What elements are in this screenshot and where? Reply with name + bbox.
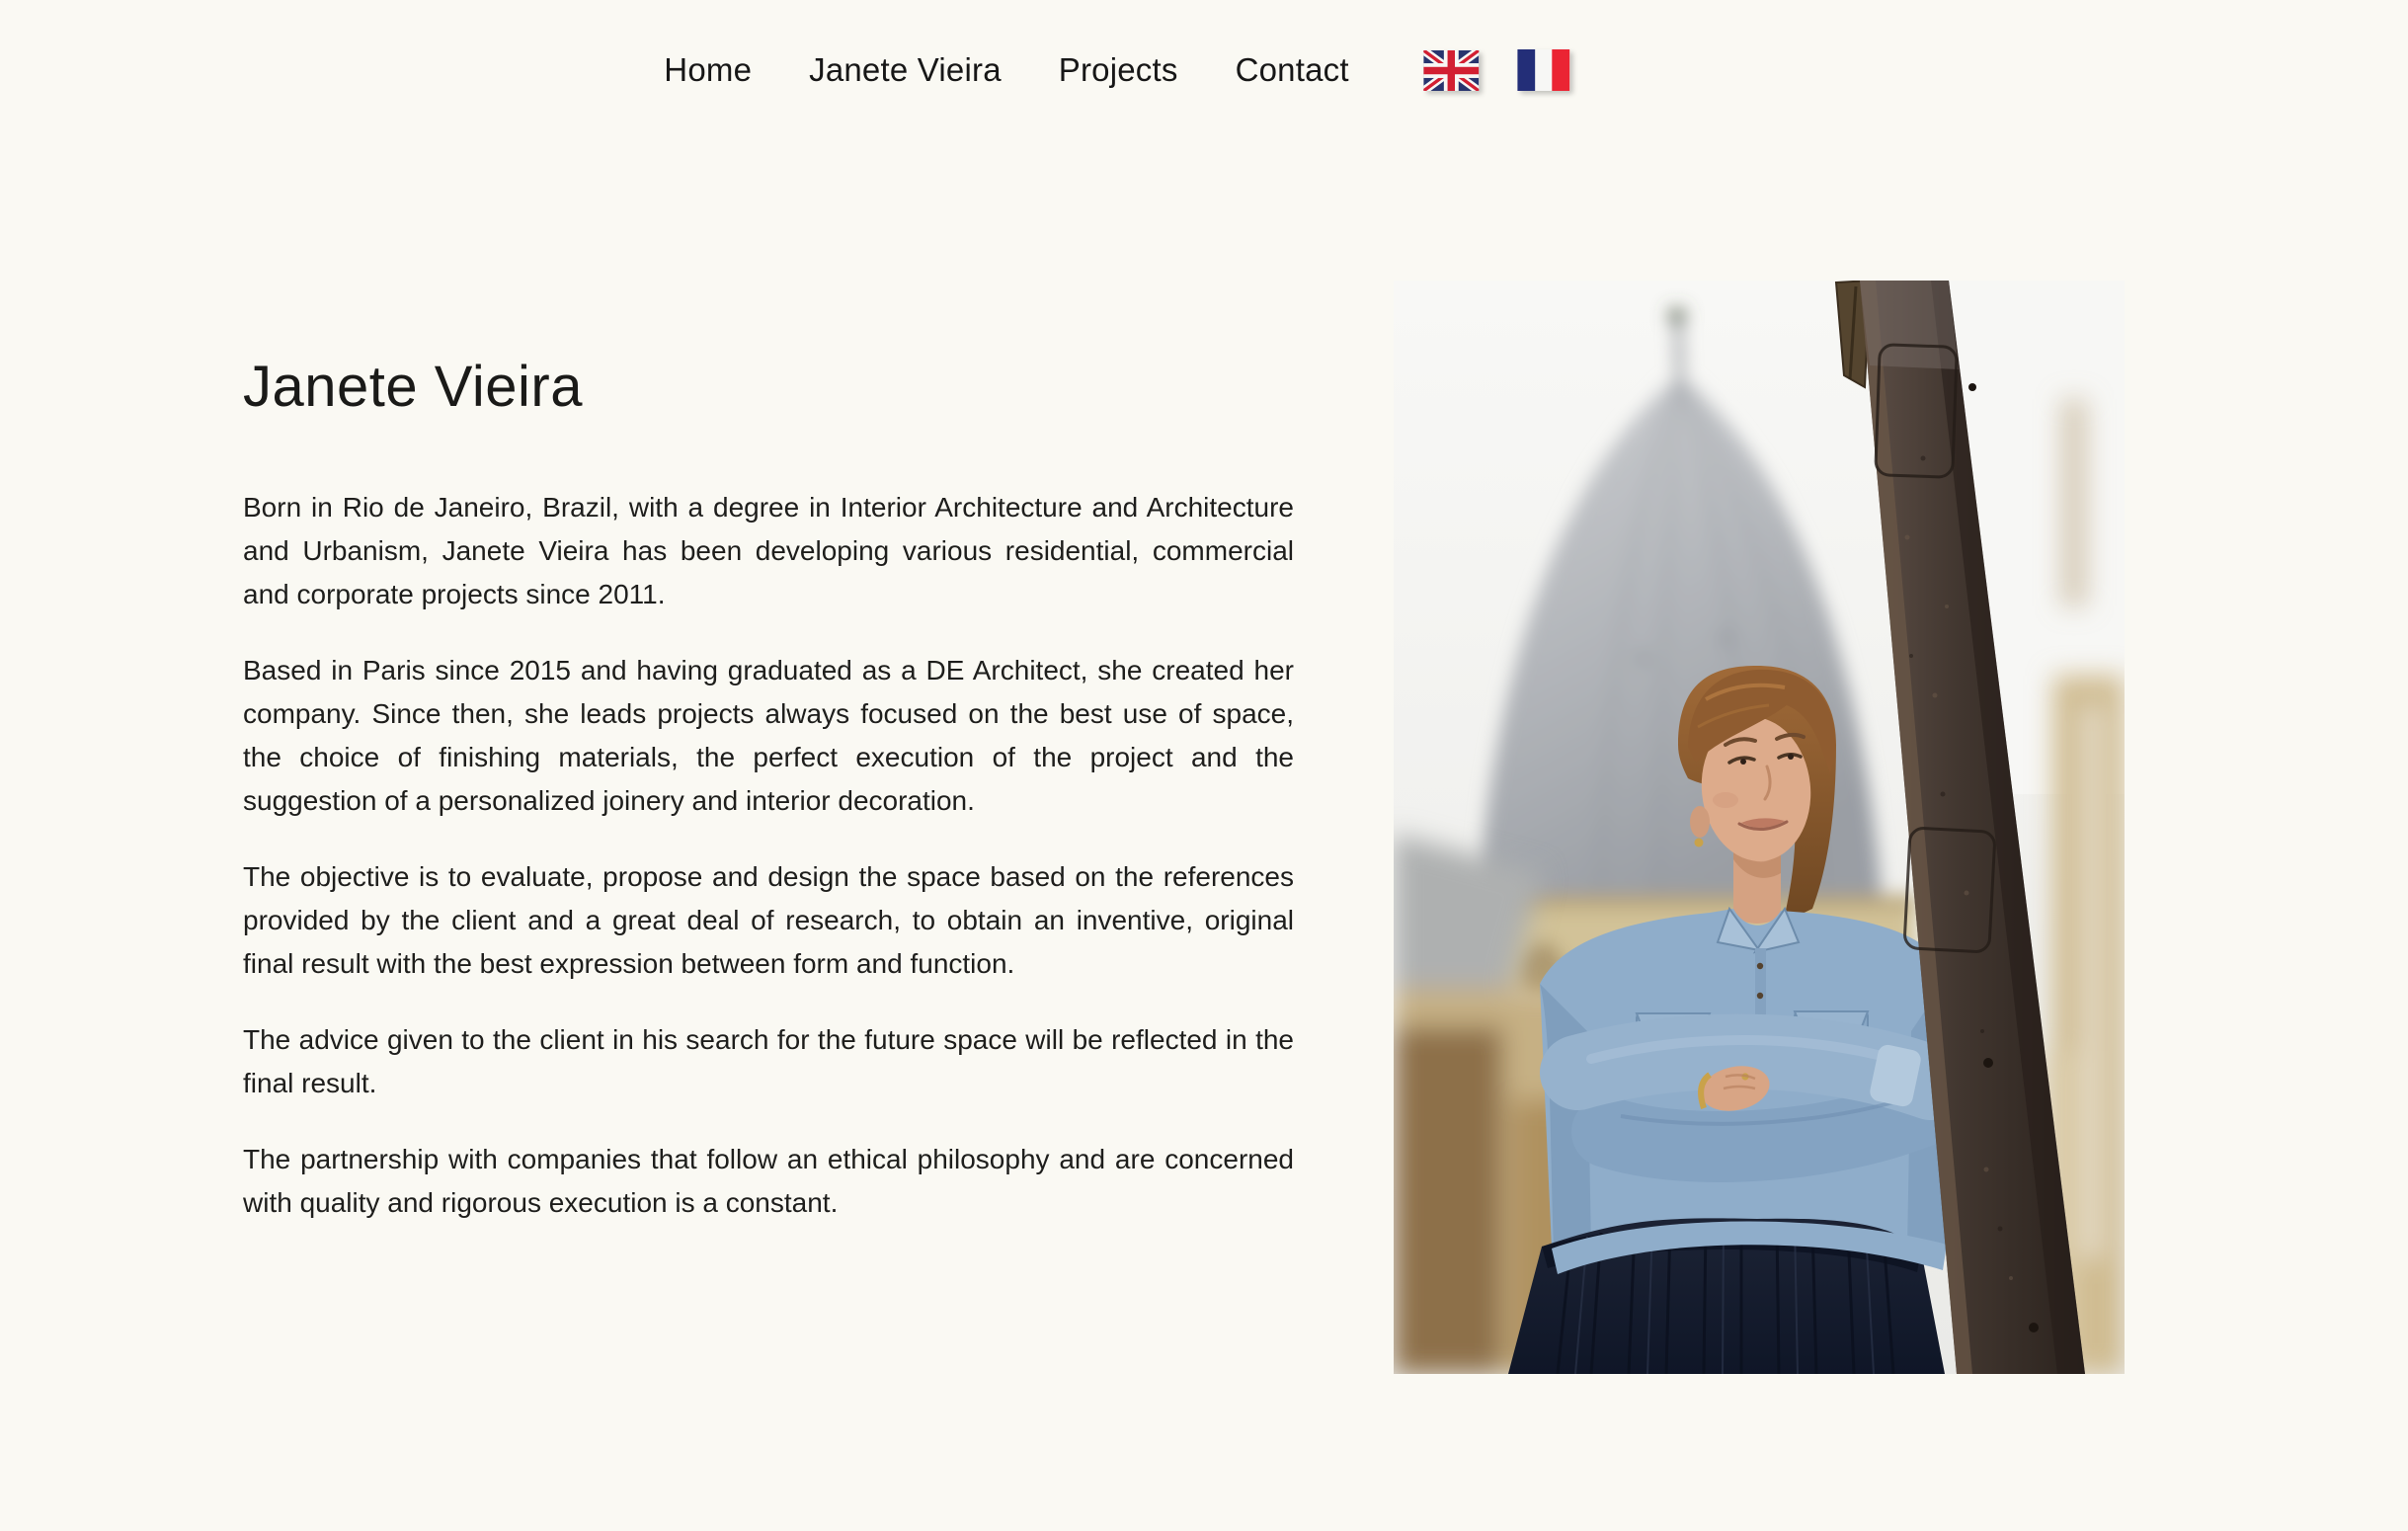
bio-paragraph: The objective is to evaluate, propose and design the space based on the references provided by the client and a great deal of research, to obtain an inventive, original final result with the best expression between form and function. (243, 861, 1294, 979)
cheek (1713, 792, 1738, 808)
earring (1695, 839, 1704, 847)
bio-paragraph: Born in Rio de Janeiro, Brazil, with a degree in Interior Architecture and Architecture and Urbanism, Janete Vieira has been developing various residential, commercial and corporate projects since 2011. (243, 492, 1294, 609)
main-navigation (664, 49, 1569, 91)
button-placket (1755, 948, 1766, 1015)
nav-item-home[interactable]: Home (664, 51, 753, 88)
nav-item-projects[interactable]: Projects (1058, 51, 1178, 88)
portrait-photo-scene (1394, 281, 2125, 1374)
language-switcher (1424, 49, 1570, 91)
nav-item-janete-vieira[interactable]: Janete Vieira (809, 51, 1002, 88)
about-section (243, 354, 1294, 1225)
ear (1690, 806, 1710, 838)
union-jack (1424, 50, 1480, 91)
france-flag-icon[interactable] (1518, 49, 1570, 91)
uk-flag-icon[interactable] (1424, 50, 1480, 91)
french-tricolore (1518, 49, 1570, 91)
nav-item-contact[interactable]: Contact (1235, 51, 1349, 88)
bio-paragraph: Based in Paris since 2015 and having graduated as a DE Architect, she created her company. Since then, she leads projects always focused on the best use of space, the choice of finishing materials, the perfect execution of the project and the suggestion of a personalized joinery and interior decoration. (243, 655, 1294, 816)
bio-paragraph: The partnership with companies that follow an ethical philosophy and are concerned with quality and rigorous execution is a constant. (243, 1144, 1294, 1218)
page-title: Janete Vieira (243, 355, 583, 419)
bio-paragraph: The advice given to the client in his search for the future space will be reflected in the final result. (243, 1024, 1294, 1098)
portrait-photo (1394, 281, 2125, 1374)
